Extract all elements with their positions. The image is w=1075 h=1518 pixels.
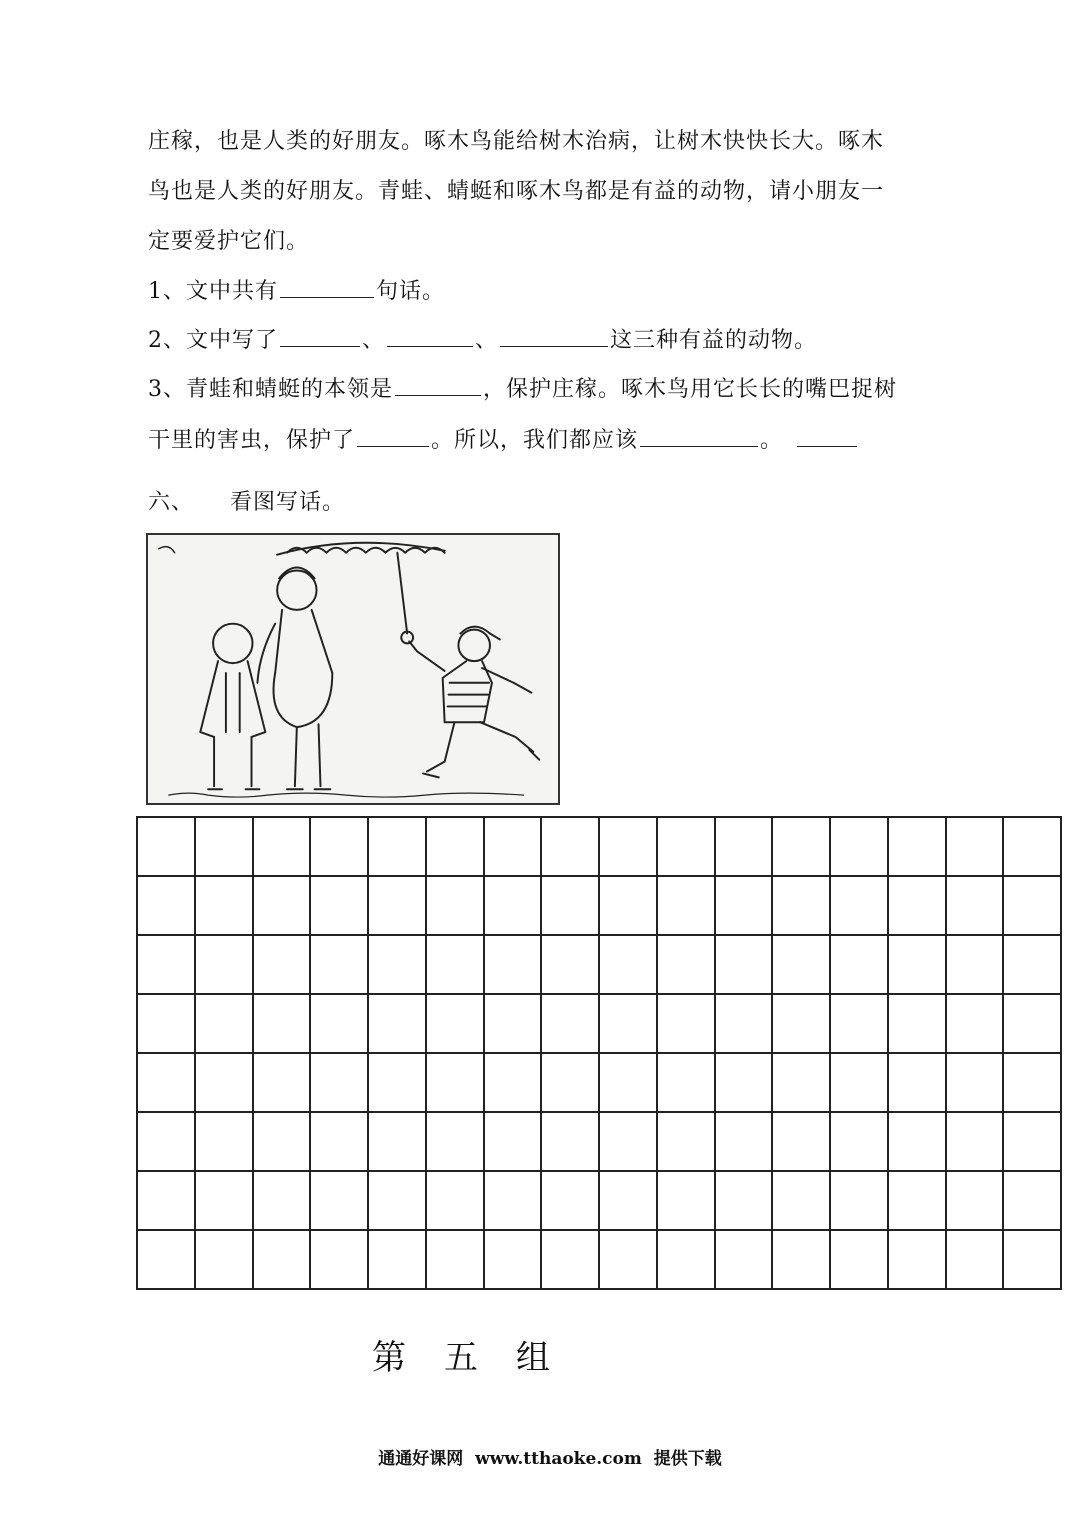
grid-cell[interactable] (311, 1231, 369, 1290)
question-3b-end: 。 (760, 428, 784, 453)
question-2-suffix: 这三种有益的动物。 (610, 328, 818, 353)
grid-cell[interactable] (369, 1113, 427, 1172)
grid-cell[interactable] (196, 1054, 254, 1113)
grid-cell[interactable] (542, 1054, 600, 1113)
grid-cell[interactable] (138, 1113, 196, 1172)
grid-cell[interactable] (254, 1054, 312, 1113)
grid-cell[interactable] (600, 995, 658, 1054)
grid-cell[interactable] (427, 818, 485, 877)
grid-cell[interactable] (831, 995, 889, 1054)
grid-cell[interactable] (427, 995, 485, 1054)
question-2-prefix: 2、文中写了 (148, 328, 278, 353)
grid-cell[interactable] (716, 1231, 774, 1290)
grid-cell[interactable] (369, 1054, 427, 1113)
question-2-separator-1: 、 (362, 328, 386, 353)
grid-cell[interactable] (542, 818, 600, 877)
grid-cell[interactable] (773, 995, 831, 1054)
question-3-prefix: 3、青蛙和蜻蜓的本领是 (148, 377, 393, 402)
answer-blank-2b[interactable] (387, 324, 473, 347)
answer-blank-3c[interactable] (640, 424, 758, 447)
section-heading (148, 488, 345, 518)
grid-cell[interactable] (196, 1231, 254, 1290)
grid-cell[interactable] (369, 936, 427, 995)
answer-blank-2a[interactable] (280, 324, 360, 347)
grid-cell[interactable] (485, 1172, 543, 1231)
grid-cell[interactable] (600, 877, 658, 936)
grid-cell[interactable] (947, 1231, 1005, 1290)
grid-cell[interactable] (427, 936, 485, 995)
grid-cell[interactable] (716, 1113, 774, 1172)
grid-cell[interactable] (485, 1054, 543, 1113)
grid-cell[interactable] (658, 995, 716, 1054)
answer-blank-3a[interactable] (395, 373, 481, 396)
grid-cell[interactable] (773, 1054, 831, 1113)
grid-cell[interactable] (947, 936, 1005, 995)
question-3b-middle: 。所以，我们都应该 (431, 428, 639, 453)
writing-grid[interactable] (136, 816, 1062, 1290)
passage-line-3 (148, 227, 309, 257)
grid-cell[interactable] (542, 877, 600, 936)
grid-cell[interactable] (311, 877, 369, 936)
grid-cell[interactable] (427, 1113, 485, 1172)
grid-cell[interactable] (369, 995, 427, 1054)
grid-cell[interactable] (1004, 1231, 1062, 1290)
grid-cell[interactable] (196, 995, 254, 1054)
grid-cell[interactable] (427, 1231, 485, 1290)
grid-cell[interactable] (773, 1172, 831, 1231)
grid-cell[interactable] (889, 877, 947, 936)
grid-cell[interactable] (889, 1172, 947, 1231)
grid-cell[interactable] (1004, 818, 1062, 877)
grid-cell[interactable] (831, 818, 889, 877)
question-3-middle: ，保护庄稼。啄木鸟用它长长的嘴巴捉树 (483, 377, 898, 402)
question-3 (148, 373, 897, 405)
grid-cell[interactable] (485, 1113, 543, 1172)
question-2 (148, 324, 817, 356)
grid-cell[interactable] (542, 936, 600, 995)
grid-cell[interactable] (254, 877, 312, 936)
grid-cell[interactable] (311, 995, 369, 1054)
grid-cell[interactable] (889, 1231, 947, 1290)
footer-credit: 通通好课网 www.tthaoke.com 提供下载 (378, 1449, 722, 1469)
grid-cell[interactable] (773, 877, 831, 936)
grid-cell[interactable] (485, 936, 543, 995)
grid-cell[interactable] (831, 1113, 889, 1172)
group-title: 第五组 (372, 1338, 588, 1378)
grid-cell[interactable] (600, 1054, 658, 1113)
grid-cell[interactable] (138, 995, 196, 1054)
grid-cell[interactable] (947, 818, 1005, 877)
grid-cell[interactable] (658, 1172, 716, 1231)
grid-cell[interactable] (600, 1113, 658, 1172)
grid-cell[interactable] (889, 1113, 947, 1172)
grid-cell[interactable] (254, 818, 312, 877)
grid-cell[interactable] (138, 877, 196, 936)
grid-cell[interactable] (658, 1113, 716, 1172)
grid-cell[interactable] (254, 995, 312, 1054)
grid-cell[interactable] (716, 818, 774, 877)
section-title: 看图写话。 (230, 490, 346, 515)
answer-blank-3d[interactable] (797, 424, 857, 447)
grid-cell[interactable] (889, 1054, 947, 1113)
grid-cell[interactable] (311, 1054, 369, 1113)
grid-cell[interactable] (947, 1113, 1005, 1172)
grid-cell[interactable] (196, 818, 254, 877)
question-2-separator-2: 、 (475, 328, 499, 353)
question-1-prefix: 1、文中共有 (148, 279, 278, 304)
grid-cell[interactable] (369, 877, 427, 936)
grid-cell[interactable] (831, 1231, 889, 1290)
grid-cell[interactable] (1004, 1172, 1062, 1231)
section-number: 六、 (148, 490, 195, 515)
grid-cell[interactable] (485, 1231, 543, 1290)
grid-cell[interactable] (542, 1113, 600, 1172)
question-3-continued (148, 424, 859, 456)
grid-cell[interactable] (311, 818, 369, 877)
grid-cell[interactable] (311, 936, 369, 995)
grid-cell[interactable] (542, 995, 600, 1054)
grid-cell[interactable] (658, 1054, 716, 1113)
grid-cell[interactable] (889, 995, 947, 1054)
grid-cell[interactable] (773, 1113, 831, 1172)
grid-cell[interactable] (196, 936, 254, 995)
grid-cell[interactable] (600, 936, 658, 995)
grid-cell[interactable] (947, 1172, 1005, 1231)
passage-line-1: 庄稼，也是人类的好朋友。啄木鸟能给树木治病，让树木快快长大。啄木 (148, 129, 885, 154)
grid-cell[interactable] (658, 877, 716, 936)
grid-cell[interactable] (600, 1231, 658, 1290)
grid-cell[interactable] (1004, 877, 1062, 936)
passage-line-3-text: 定要爱护它们。 (148, 229, 310, 254)
grid-cell[interactable] (485, 818, 543, 877)
grid-cell[interactable] (773, 1231, 831, 1290)
grid-cell[interactable] (138, 1172, 196, 1231)
grid-cell[interactable] (196, 877, 254, 936)
grid-cell[interactable] (254, 1113, 312, 1172)
grid-cell[interactable] (369, 1231, 427, 1290)
grid-cell[interactable] (716, 995, 774, 1054)
passage-line-2: 鸟也是人类的好朋友。青蛙、蜻蜓和啄木鸟都是有益的动物，请小朋友一 (148, 179, 885, 204)
grid-cell[interactable] (716, 1054, 774, 1113)
grid-cell[interactable] (369, 1172, 427, 1231)
answer-blank-1[interactable] (280, 275, 374, 298)
grid-cell[interactable] (254, 936, 312, 995)
grid-cell[interactable] (716, 877, 774, 936)
grid-cell[interactable] (1004, 1054, 1062, 1113)
grid-cell[interactable] (889, 936, 947, 995)
grid-cell[interactable] (947, 877, 1005, 936)
grid-cell[interactable] (138, 1054, 196, 1113)
grid-cell[interactable] (1004, 1113, 1062, 1172)
grid-cell[interactable] (773, 818, 831, 877)
grid-cell[interactable] (889, 818, 947, 877)
grid-cell[interactable] (138, 818, 196, 877)
grid-cell[interactable] (542, 1172, 600, 1231)
illustration-drawing (148, 535, 558, 803)
grid-cell[interactable] (254, 1172, 312, 1231)
grid-cell[interactable] (369, 818, 427, 877)
grid-cell[interactable] (716, 1172, 774, 1231)
grid-cell[interactable] (196, 1172, 254, 1231)
grid-cell[interactable] (427, 1054, 485, 1113)
grid-cell[interactable] (773, 936, 831, 995)
grid-cell[interactable] (658, 936, 716, 995)
answer-blank-3b[interactable] (357, 424, 429, 447)
grid-cell[interactable] (138, 936, 196, 995)
grid-cell[interactable] (831, 877, 889, 936)
grid-cell[interactable] (138, 1231, 196, 1290)
grid-cell[interactable] (311, 1113, 369, 1172)
grid-cell[interactable] (947, 995, 1005, 1054)
grid-cell[interactable] (600, 1172, 658, 1231)
question-3b-prefix: 干里的害虫，保护了 (148, 428, 356, 453)
grid-cell[interactable] (254, 1231, 312, 1290)
grid-cell[interactable] (542, 1231, 600, 1290)
question-1-suffix: 句话。 (376, 279, 446, 304)
grid-cell[interactable] (1004, 936, 1062, 995)
grid-cell[interactable] (831, 1172, 889, 1231)
grid-cell[interactable] (196, 1113, 254, 1172)
grid-cell[interactable] (427, 877, 485, 936)
question-1 (148, 275, 445, 307)
grid-cell[interactable] (658, 1231, 716, 1290)
grid-cell[interactable] (311, 1172, 369, 1231)
grid-cell[interactable] (831, 936, 889, 995)
grid-cell[interactable] (485, 995, 543, 1054)
grid-cell[interactable] (485, 877, 543, 936)
grid-cell[interactable] (658, 818, 716, 877)
grid-cell[interactable] (1004, 995, 1062, 1054)
grid-cell[interactable] (427, 1172, 485, 1231)
answer-blank-2c[interactable] (500, 324, 608, 347)
grid-cell[interactable] (600, 818, 658, 877)
grid-cell[interactable] (831, 1054, 889, 1113)
writing-prompt-illustration (146, 533, 560, 805)
grid-cell[interactable] (716, 936, 774, 995)
grid-cell[interactable] (947, 1054, 1005, 1113)
